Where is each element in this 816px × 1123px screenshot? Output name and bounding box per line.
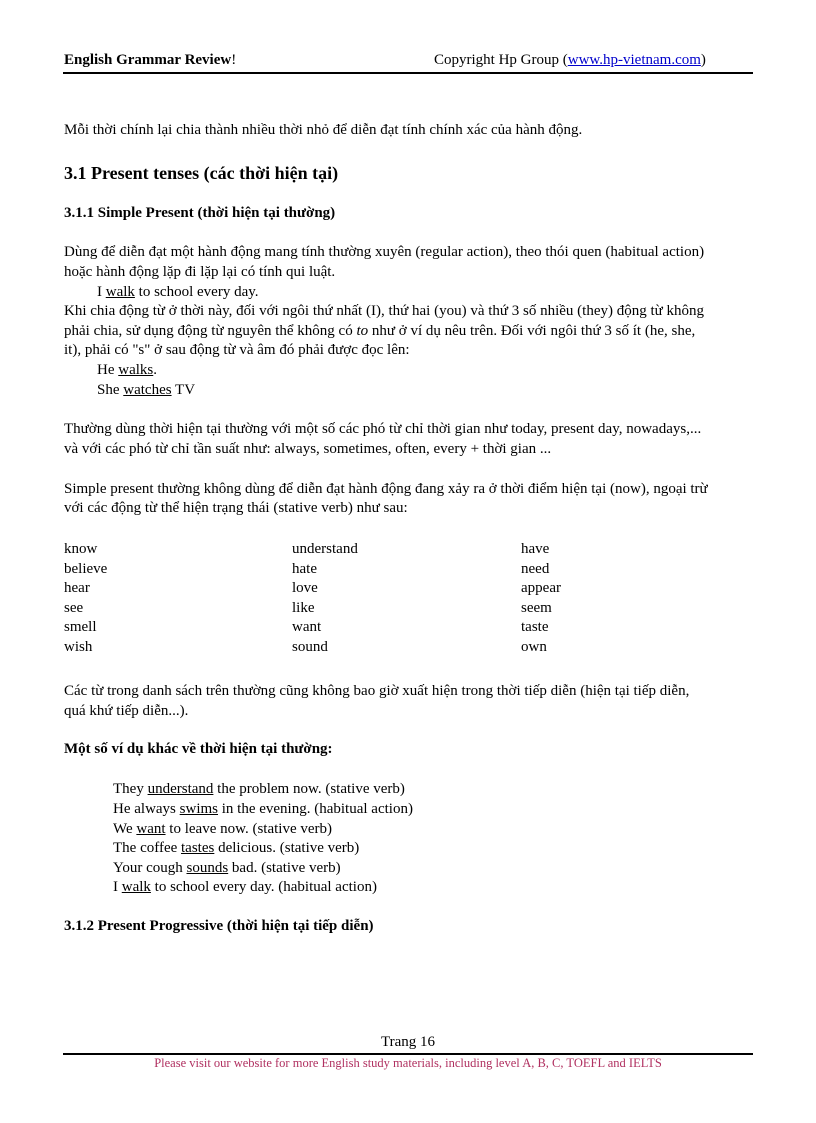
example-sentence: I walk to school every day. (habitual action): [113, 879, 377, 895]
example-sentence: I walk to school every day.: [97, 284, 259, 300]
copyright-prefix: Copyright Hp Group (: [434, 52, 568, 68]
header-title-text: English Grammar Review: [64, 52, 232, 68]
example-sentence: He walks.: [97, 362, 157, 378]
paragraph-line: Khi chia động từ ở thời này, đối với ngôi thứ nhất (I), thứ hai (you) và thứ 3 số nhiều (they) động từ không: [64, 303, 705, 319]
paragraph-line: Thường dùng thời hiện tại thường với một số các phó từ chỉ thời gian như today, present day, nowadays,...: [64, 421, 702, 437]
paragraph-line: quá khứ tiếp diễn...).: [64, 703, 189, 719]
stative-verbs-column-3: [521, 540, 561, 658]
verb-cell: like: [292, 599, 315, 616]
header-rule: [63, 72, 753, 74]
example-verb: swims: [179, 801, 218, 817]
verb-cell: believe: [64, 560, 108, 577]
example-sentence: The coffee tastes delicious. (stative verb): [113, 840, 360, 856]
section-title: 3.1 Present tenses (các thời hiện tại): [64, 163, 339, 183]
header-title: [64, 52, 236, 69]
verb-cell: wish: [64, 638, 93, 655]
paragraph-line: it), phải có "s" ở sau động từ và âm đó phải được đọc lên:: [64, 342, 410, 358]
stative-verbs-column-2: [292, 540, 358, 658]
verb-cell: want: [292, 619, 322, 636]
subsection-title-simple-present: 3.1.1 Simple Present (thời hiện tại thường): [64, 205, 336, 221]
verb-cell: hear: [64, 580, 90, 597]
stative-verbs-column-1: [64, 540, 107, 658]
example-verb: understand: [147, 781, 214, 797]
verb-cell: appear: [521, 580, 561, 597]
verb-cell: have: [521, 541, 550, 557]
header-title-mark: !: [231, 52, 237, 68]
example-verb: want: [136, 821, 166, 837]
footer-note: Please visit our website for more English study materials, including level A, B, C, TOEFL and IELTS: [154, 1056, 662, 1070]
verb-cell: understand: [292, 541, 358, 557]
verb-cell: know: [64, 541, 98, 557]
example-verb: tastes: [181, 840, 215, 856]
italic-to: to: [356, 323, 369, 339]
example-verb: walks: [118, 362, 154, 378]
paragraph-line: Simple present thường không dùng để diễn đạt hành động đang xảy ra ở thời điểm hiện tại (now), ngoại trừ: [64, 481, 708, 497]
example-verb: walk: [105, 284, 135, 300]
footer-rule: [63, 1053, 753, 1055]
paragraph-line: Dùng để diễn đạt một hành động mang tính thường xuyên (regular action), theo thói quen (habitual action): [64, 244, 705, 260]
example-sentence: She watches TV: [97, 382, 196, 398]
verb-cell: smell: [64, 619, 97, 636]
example-verb: watches: [123, 382, 172, 398]
header-copyright: [434, 52, 706, 69]
verb-cell: see: [64, 599, 84, 616]
example-sentence: Your cough sounds bad. (stative verb): [113, 860, 341, 876]
website-link[interactable]: www.hp-vietnam.com: [567, 52, 701, 68]
paragraph-line: hoặc hành động lặp đi lặp lại có tính qui luật.: [64, 264, 336, 280]
example-verb: sounds: [186, 860, 229, 876]
paragraph-line: Các từ trong danh sách trên thường cũng không bao giờ xuất hiện trong thời tiếp diễn (hiện tại tiếp diễn,: [64, 683, 690, 699]
verb-cell: sound: [292, 638, 328, 655]
verb-cell: seem: [521, 599, 552, 616]
verb-cell: hate: [292, 560, 317, 577]
paragraph-line: và với các phó từ chỉ tần suất như: always, sometimes, often, every + thời gian ...: [64, 441, 552, 457]
example-sentence: He always swims in the evening. (habitual action): [113, 801, 413, 817]
page-number: Trang 16: [380, 1034, 436, 1050]
verb-cell: love: [292, 580, 318, 597]
example-sentence: We want to leave now. (stative verb): [113, 821, 333, 837]
intro-paragraph: Mỗi thời chính lại chia thành nhiều thời nhỏ để diễn đạt tính chính xác của hành động.: [64, 122, 583, 138]
subsection-title-present-progressive: 3.1.2 Present Progressive (thời hiện tại tiếp diễn): [64, 918, 374, 934]
copyright-suffix: ): [700, 52, 706, 68]
example-verb: walk: [121, 879, 151, 895]
paragraph-line: với các động từ thể hiện trạng thái (stative verb) như sau:: [64, 500, 408, 516]
verb-cell: own: [521, 638, 547, 655]
verb-cell: taste: [521, 619, 549, 636]
verb-cell: need: [521, 560, 550, 577]
examples-heading: Một số ví dụ khác về thời hiện tại thường:: [64, 741, 333, 757]
example-sentence: They understand the problem now. (stative verb): [113, 781, 405, 797]
paragraph-line: phải chia, sử dụng động từ nguyên thể không có to như ở ví dụ nêu trên. Đối với ngôi thứ 3 số ít (he, she,: [64, 323, 696, 339]
